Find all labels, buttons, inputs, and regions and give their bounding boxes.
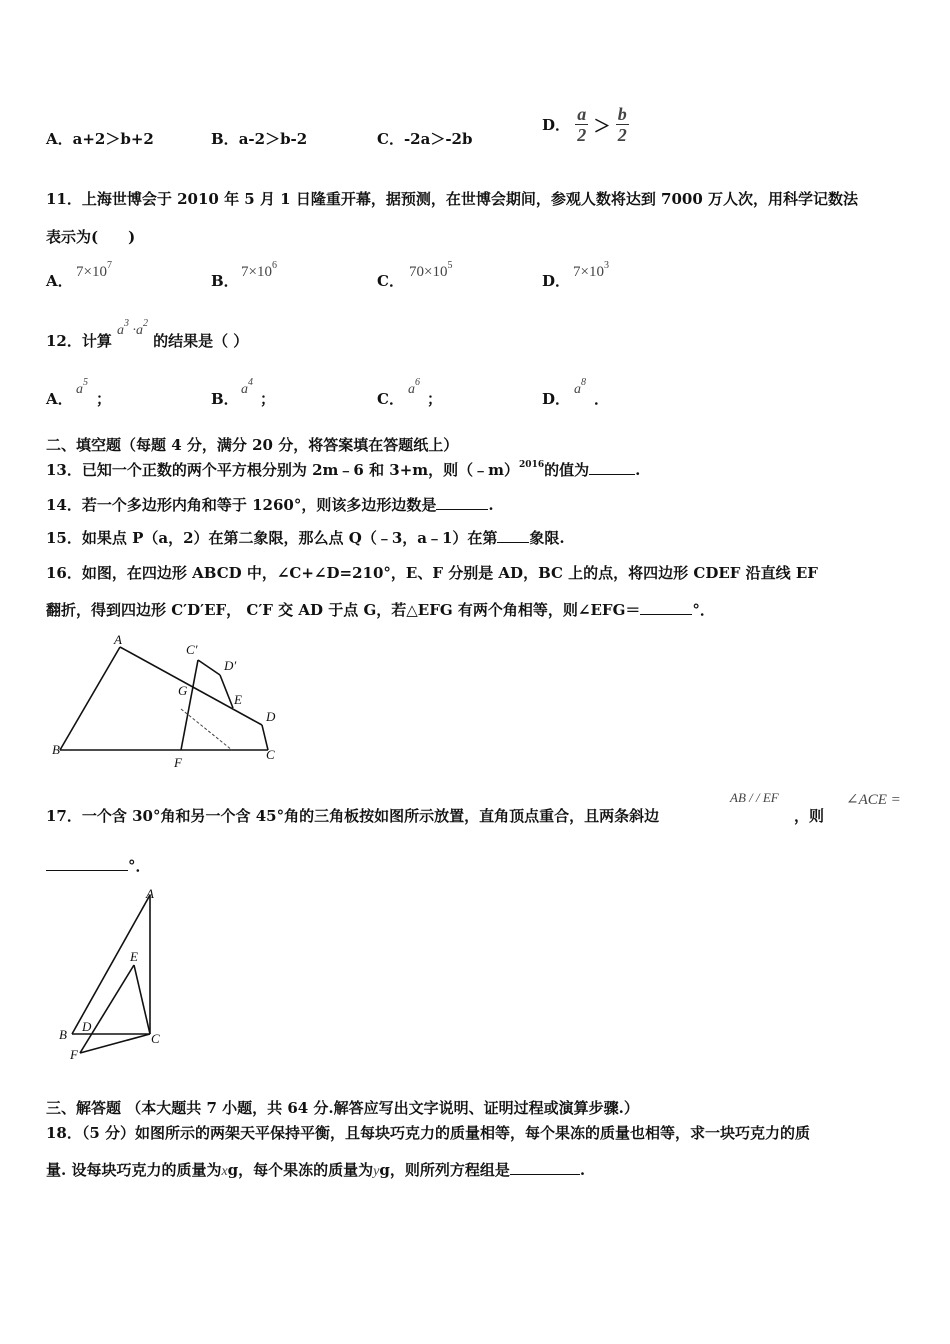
label-c: C: [151, 1031, 160, 1046]
edge-ad: [120, 647, 262, 725]
q14-answer-blank[interactable]: [436, 495, 488, 510]
label-c: C: [266, 747, 275, 762]
edge-c1d1: [198, 660, 220, 675]
q11-option-a: A．: [46, 272, 73, 290]
label-f: F: [70, 1047, 78, 1062]
q10-option-b: B．a-2＞b-2: [211, 130, 308, 148]
q16-answer-blank[interactable]: [640, 600, 692, 615]
label-f: F: [174, 755, 182, 770]
q15-answer-blank[interactable]: [497, 528, 529, 543]
section-3-title: 三、解答题 （本大题共 7 小题，共 64 分.解答应写出文字说明、证明过程或演算步骤.）: [46, 1099, 639, 1117]
label-e: E: [130, 949, 138, 964]
label-c-prime: C′: [186, 642, 198, 657]
q18-answer-blank[interactable]: [510, 1160, 580, 1175]
q15: 15．如果点 P（a，2）在第二象限，那么点 Q（﹣3，a﹣1）在第 象限.: [46, 529, 565, 547]
label-a: A: [114, 632, 122, 647]
q11-option-c: C．: [377, 272, 404, 290]
q11-stem: 11．上海世博会于 2010 年 5 月 1 日隆重开幕，据预测，在世博会期间，参观人数将达到 7000 万人次，用科学记数法: [46, 190, 859, 208]
q10-option-c: C．-2a＞-2b: [377, 130, 473, 148]
edge-ab: [72, 895, 150, 1034]
label-d-prime: D′: [224, 658, 237, 673]
q12-option-b: B．: [211, 390, 239, 408]
label-d: D: [82, 1019, 92, 1034]
label-b: B: [52, 742, 60, 757]
label-a: A: [146, 886, 154, 901]
q17-answer-blank[interactable]: [46, 856, 128, 871]
q11-stem-2: 表示为( ): [46, 228, 136, 246]
edge-ab: [60, 647, 120, 750]
q16-stem: 16．如图，在四边形 ABCD 中，∠C+∠D=210°，E、F 分别是 AD，BC 上的点，将四边形 CDEF 沿直线 EF: [46, 564, 818, 582]
q11-option-b: B．: [211, 272, 239, 290]
section-2-title: 二、填空题（每题 4 分，满分 20 分，将答案填在答题纸上）: [46, 436, 459, 454]
q12-option-c: C．: [377, 390, 404, 408]
q12-stem: 12．计算 $a^3 \cdot a^2$ 的结果是（ ）: [46, 318, 249, 350]
q11-option-d: D．: [542, 272, 571, 290]
q18-stem-2: 量. 设每块巧克力的质量为xg，每个果冻的质量为yg，则所列方程组是 .: [46, 1161, 586, 1179]
q13-answer-blank[interactable]: [589, 460, 635, 475]
q14: 14．若一个多边形内角和等于 1260°，则该多边形边数是 .: [46, 496, 494, 514]
q17-answer-line: °．: [46, 855, 151, 876]
label-b: B: [59, 1027, 67, 1042]
label-g: G: [178, 683, 188, 698]
q16-stem-2: 翻折，得到四边形 C′D′EF， C′F 交 AD 于点 G，若△EFG 有两个角相等，则∠EFG＝ °．: [46, 601, 715, 619]
label-d: D: [266, 709, 276, 724]
fraction-b-over-2: $\frac{b}{2}$: [617, 104, 627, 145]
q10-option-a: A．a+2＞b+2: [46, 130, 154, 148]
q11-options: A． $7\times 10^7$ B． $7\times 10^6$ C． $70\times 10^5$ D． $7\times 10^3$: [46, 260, 609, 290]
fraction-a-over-2: $\frac{a}{2}$: [577, 104, 587, 145]
q18-stem: 18．（5 分）如图所示的两架天平保持平衡，且每块巧克力的质量相等，每个果冻的质量也相等，求一块巧克力的质: [46, 1124, 811, 1142]
q13: 13．已知一个正数的两个平方根分别为 2m﹣6 和 3+m，则（﹣m）$^{2016}$的值为 .: [46, 460, 641, 479]
q12-option-d: D．: [542, 390, 571, 408]
label-e: E: [234, 692, 242, 707]
q17-stem: 17．一个含 30°角和另一个含 45°角的三角板按如图所示放置，直角顶点重合，且两条斜边 AB / / EF ，则 ∠ACE =: [46, 790, 901, 825]
edge-fc1: [181, 660, 198, 750]
q17-figure: [50, 880, 190, 1065]
edge-ec: [134, 965, 150, 1034]
q10-option-d: D． $\frac{a}{2}$ ＞ $\frac{b}{2}$: [542, 104, 627, 145]
dashed-line: [181, 709, 232, 750]
q16-figure: [40, 630, 290, 770]
q12-options: A． $a^5$ ； B． $a^4$ ； C． $a^6$ ； D． $a^8$ ．: [46, 377, 610, 408]
q12-option-a: A．: [46, 390, 73, 408]
